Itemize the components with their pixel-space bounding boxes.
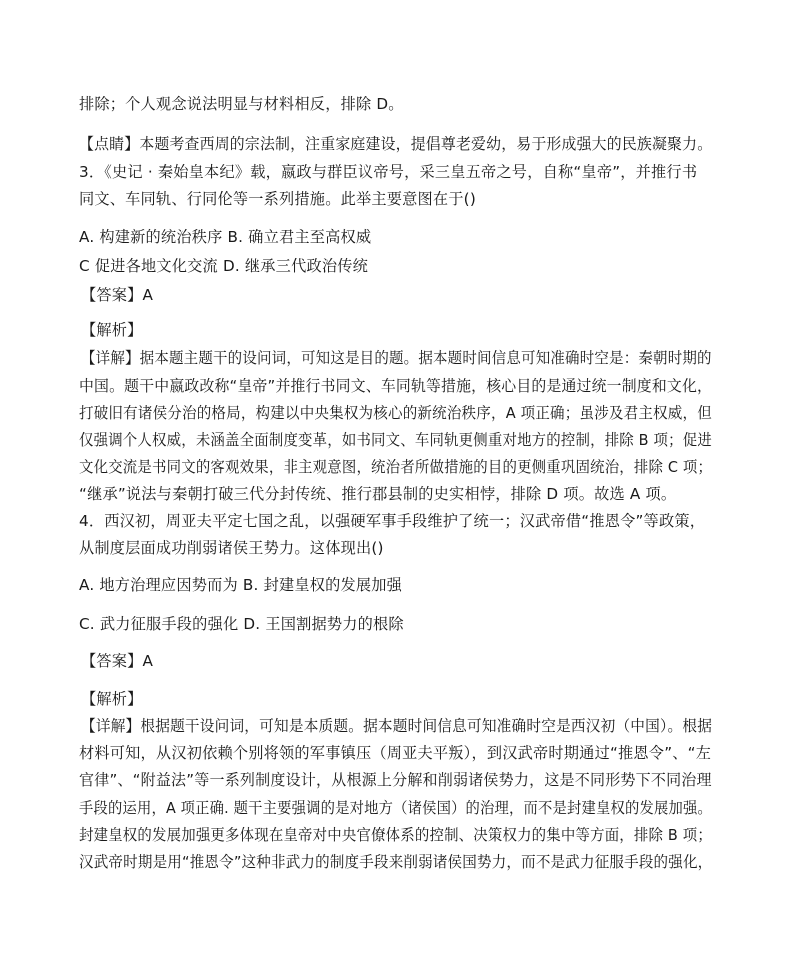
explanation-line: 【详解】根据题干设问词，可知是本质题。据本题时间信息可知准确时空是西汉初（中国）。根据 [81, 717, 713, 735]
explanation-line: 【详解】据本题主题干的设问词，可知这是目的题。据本题时间信息可知准确时空是：秦朝时期的 [81, 349, 712, 367]
analysis-label: 【解析】 [81, 321, 143, 339]
analysis-label: 【解析】 [81, 690, 143, 708]
explanation-line: 汉武帝时期是用“推恩令”这种非武力的制度手段来削弱诸侯国势力，而不是武力征服手段的强化， [79, 853, 713, 871]
question-4-stem: 4．西汉初，周亚夫平定七国之乱，以强硬军事手段维护了统一；汉武帝借“推恩令”等政策， [79, 512, 706, 530]
explanation-line: 文化交流是书同文的客观效果，非主观意图，统治者所做措施的目的更侧重巩固统治，排除 C 项； [79, 458, 713, 476]
question-4-options-ab: A. 地方治理应因势而为 B. 封建皇权的发展加强 [79, 576, 403, 594]
answer-label: 【答案】A [81, 652, 154, 670]
question-3-options-cd: C 促进各地文化交流 D. 继承三代政治传统 [79, 257, 369, 275]
explanation-line: 打破旧有诸侯分治的格局，构建以中央集权为核心的新统治秩序，A 项正确；虽涉及君主权威，但 [79, 404, 712, 422]
question-3-stem-cont: 同文、车同轨、行同伦等一系列措施。此举主要意图在于() [79, 190, 476, 208]
question-4-stem-cont: 从制度层面成功削弱诸侯王势力。这体现出() [79, 539, 384, 557]
explanation-line: 手段的运用，A 项正确. 题干主要强调的是对地方（诸侯国）的治理，而不是封建皇权的发展加强。 [79, 799, 712, 817]
explanation-line: “继承”说法与秦朝打破三代分封传统、推行郡县制的史实相悖，排除 D 项。故选 A 项。 [79, 485, 677, 503]
question-4-options-cd: C. 武力征服手段的强化 D. 王国割据势力的根除 [79, 615, 404, 633]
question-3-stem: 3．《史记 · 秦始皇本纪》载，嬴政与群臣议帝号，采三皇五帝之号，自称“皇帝”，并推行书 [79, 163, 698, 181]
question-3-options-ab: A. 构建新的统治秩序 B. 确立君主至高权威 [79, 228, 372, 246]
point-note: 【点睛】本题考查西周的宗法制，注重家庭建设，提倡尊老爱幼，易于形成强大的民族凝聚力。 [79, 135, 713, 153]
explanation-line: 官律”、“附益法”等一系列制度设计，从根源上分解和削弱诸侯势力，这是不同形势下不同治理 [79, 771, 712, 789]
text-line: 排除；个人观念说法明显与材料相反，排除 D。 [79, 95, 404, 113]
answer-label: 【答案】A [81, 286, 154, 304]
explanation-line: 中国。题干中嬴政改称“皇帝”并推行书同文、车同轨等措施，核心目的是通过统一制度和文化， [79, 377, 713, 395]
explanation-line: 仅强调个人权威，未涵盖全面制度变革，如书同文、车同轨更侧重对地方的控制，排除 B 项；促进 [79, 431, 712, 449]
explanation-line: 材料可知，从汉初依赖个别将领的军事镇压（周亚夫平叛），到汉武帝时期通过“推恩令”、“左 [79, 744, 712, 762]
explanation-line: 封建皇权的发展加强更多体现在皇帝对中央官僚体系的控制、决策权力的集中等方面，排除 B 项； [79, 826, 712, 844]
